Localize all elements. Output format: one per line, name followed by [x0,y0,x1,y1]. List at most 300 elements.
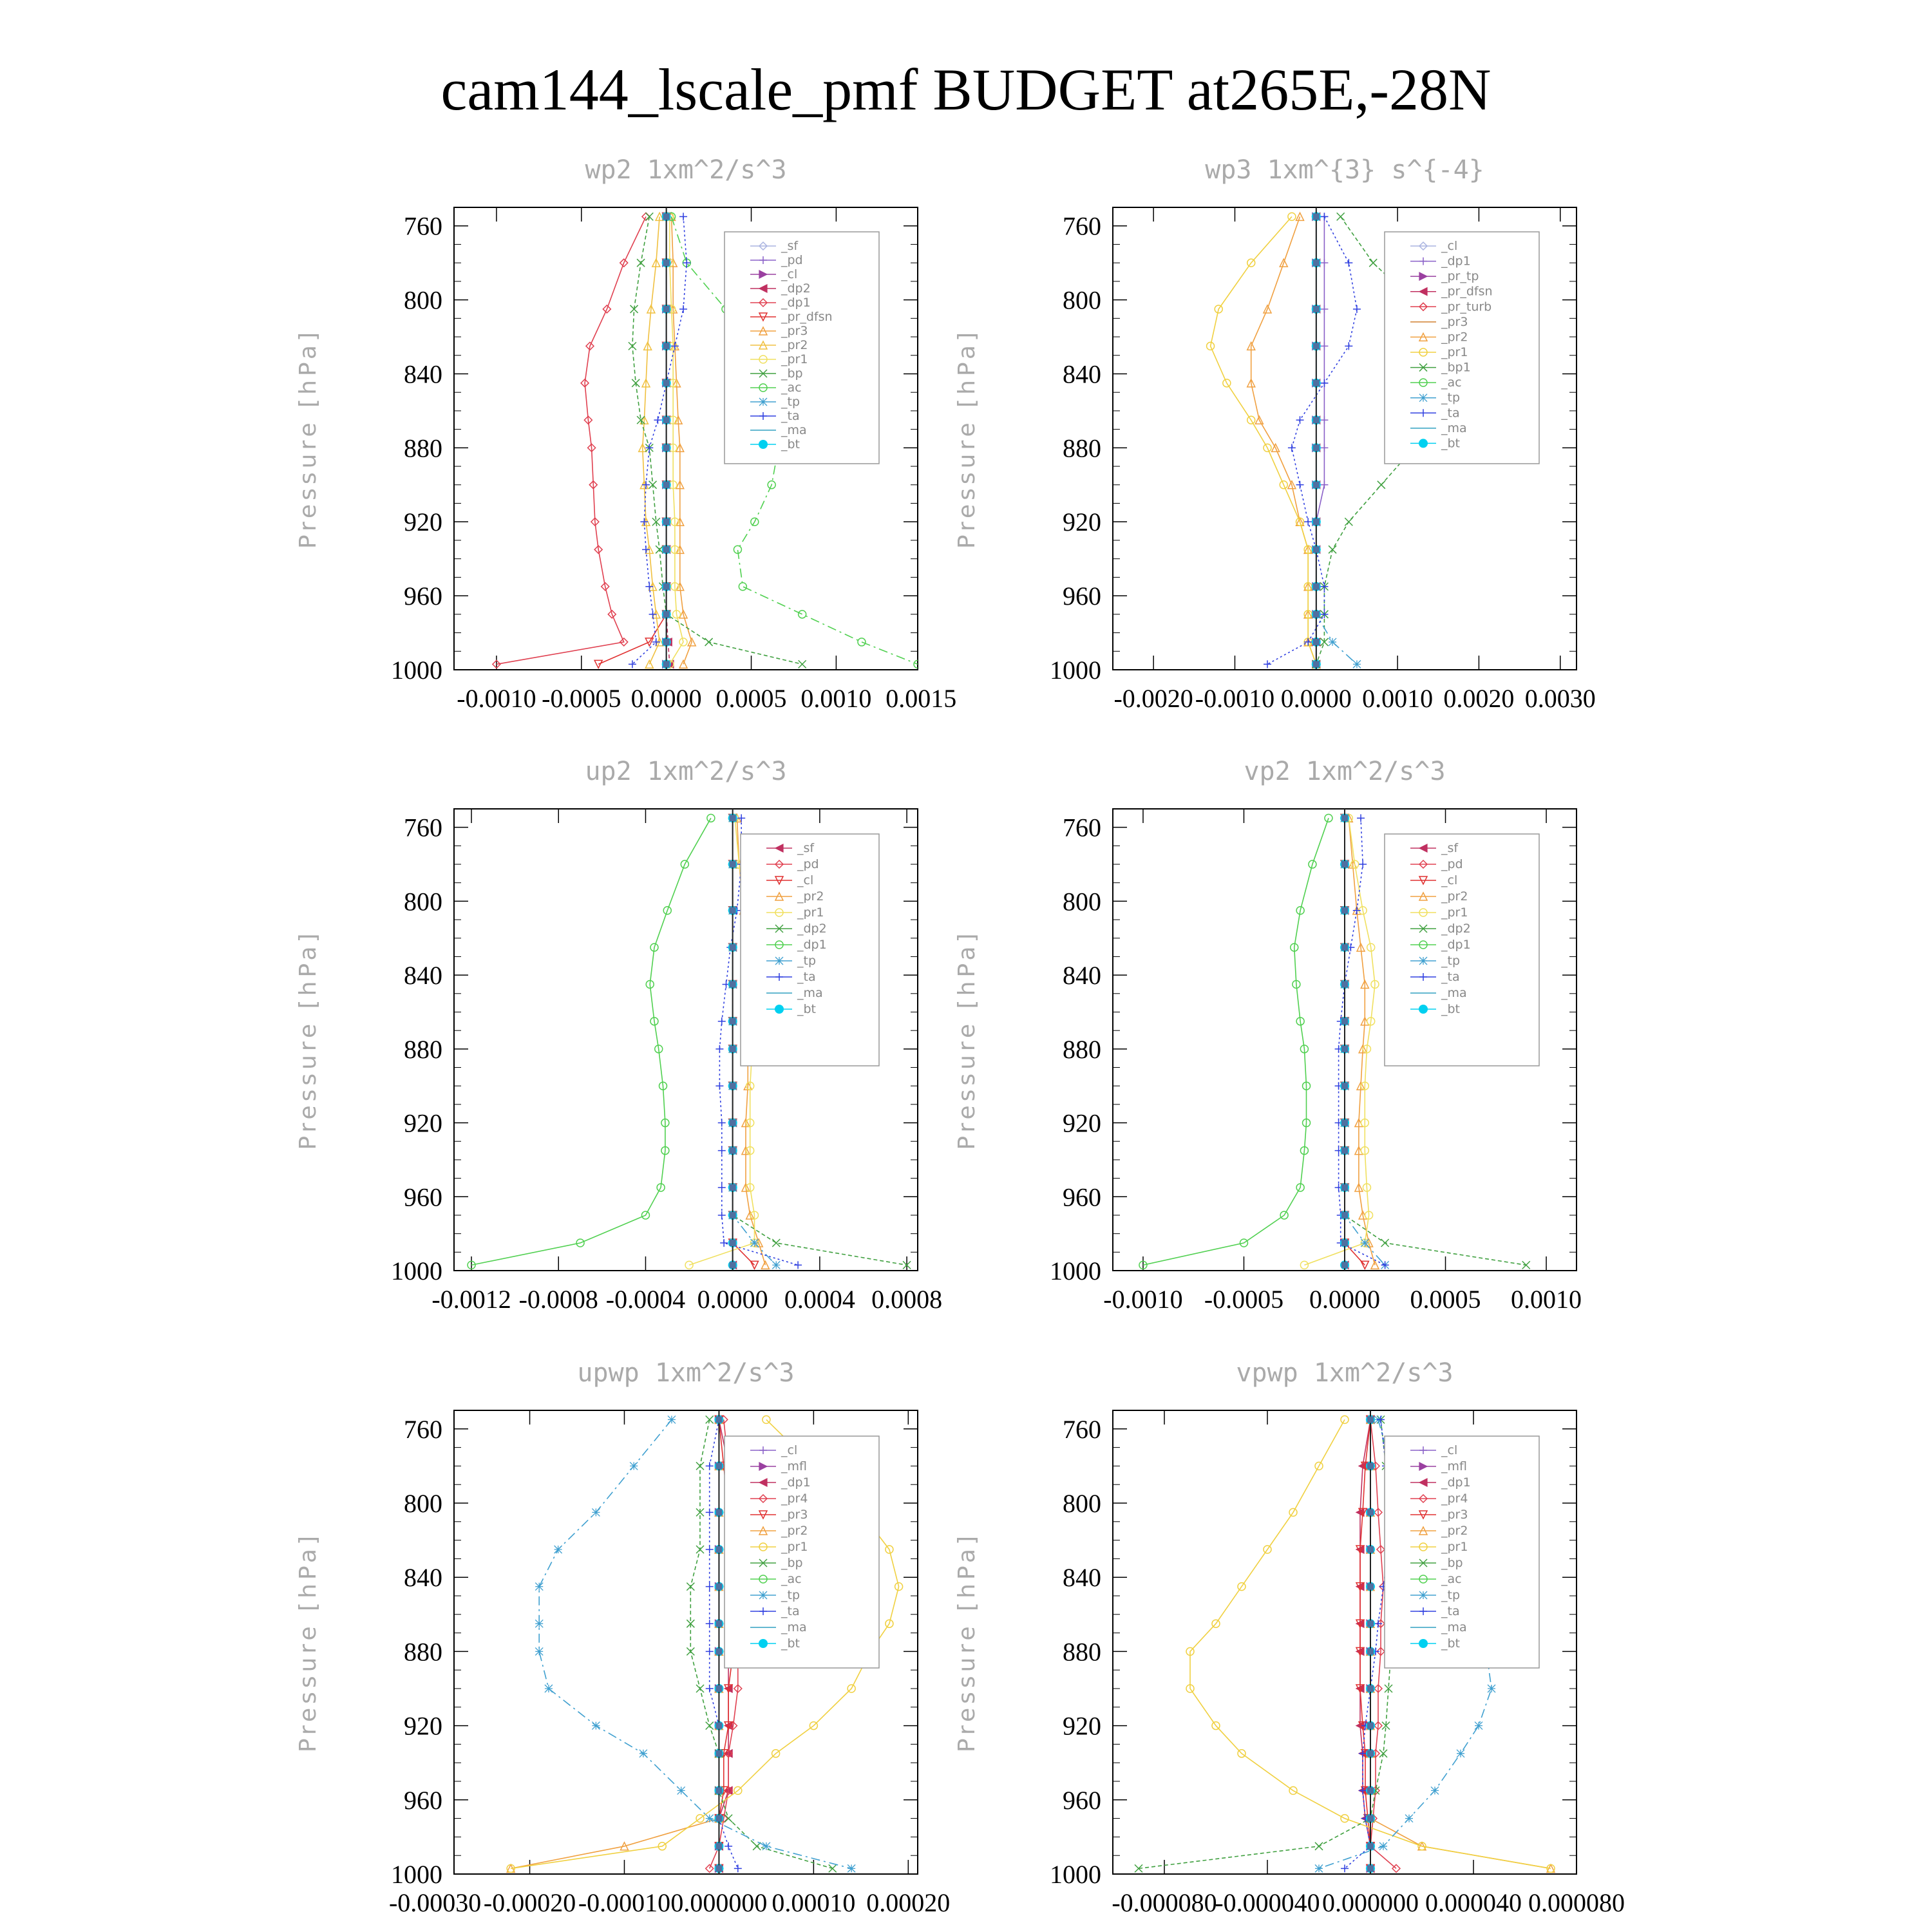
data-point-tp [639,1750,647,1757]
y-tick-label: 840 [1063,961,1101,990]
y-tick-label: 1000 [391,1256,442,1285]
x-tick-label: 0.0005 [715,684,787,713]
y-tick-label: 840 [404,961,442,990]
data-point-dp1 [1320,342,1328,350]
y-tick-label: 800 [404,1489,442,1518]
legend-label: _pr1 [781,1540,808,1554]
x-tick-label: -0.0010 [1103,1285,1183,1314]
data-point-pr1 [762,1416,770,1423]
panel-title: vp2 1xm^2/s^3 [1244,757,1446,786]
data-point-ta [1296,481,1304,489]
data-point-ta [706,1583,714,1591]
x-tick-label: 0.00010 [772,1888,856,1917]
data-point-bp1 [1337,213,1345,220]
x-tick-label: 0.000000 [1322,1888,1419,1917]
legend-label: _dp1 [781,1475,811,1490]
data-point-bt [1367,1648,1374,1654]
panel-title: up2 1xm^2/s^3 [585,757,787,786]
data-point-tp [1379,1842,1387,1850]
legend [741,834,879,1066]
x-tick-label: 0.0010 [800,684,872,713]
x-tick-label: -0.0010 [1195,684,1275,713]
data-point-bt [715,1815,722,1822]
data-point-bt [730,944,736,951]
data-point-ta [706,1685,714,1692]
data-point-bt [1341,861,1348,867]
series-line-tp [1345,818,1385,1265]
data-point-bp [637,259,645,267]
data-point-bt [1341,1240,1348,1246]
legend-label: _dp2 [1441,922,1471,936]
series-line-pr-dfsn [598,216,666,664]
legend-marker [1419,394,1427,402]
data-point-bt [730,861,736,867]
legend-label: _pd [781,253,803,267]
legend-label: _pr1 [1441,905,1468,920]
data-point-bt [1313,213,1320,220]
data-point-bt [730,1018,736,1025]
legend-label: _bt [781,1636,800,1651]
legend-label: _pr4 [781,1492,808,1506]
data-point-bt [1313,482,1320,488]
data-point-bt [663,639,670,645]
y-tick-label: 880 [1063,433,1101,463]
y-axis-label: Pressure [hPa] [954,929,980,1150]
data-point-bt [1313,306,1320,312]
data-point-bt [1313,343,1320,349]
x-tick-label: 0.0000 [630,684,702,713]
data-point-ta [718,1211,726,1219]
y-tick-label: 840 [404,359,442,389]
data-point-bt [1367,1509,1374,1515]
data-point-bt [1341,1120,1348,1126]
chart-panel-3 [295,757,942,1314]
y-tick-label: 960 [1063,582,1101,611]
series-line-dp1 [497,216,646,664]
chart-panel-2 [954,155,1596,713]
data-point-bt [1341,981,1348,987]
data-point-bp [1315,1842,1323,1850]
data-point-ta [734,1864,742,1872]
x-tick-label: 0.0008 [871,1285,943,1314]
legend-label: _bp [781,366,803,381]
data-point-bt [1367,1463,1374,1469]
data-point-bt [1341,815,1348,821]
y-tick-label: 760 [404,211,442,241]
data-point-dp1 [1320,481,1328,489]
legend-label: _pr_dfsn [781,310,833,324]
x-tick-label: -0.00010 [578,1888,671,1917]
data-point-bt [1367,1416,1374,1423]
data-point-bt [663,306,670,312]
data-point-bt [730,907,736,914]
data-point-bt [1367,1723,1374,1729]
y-axis-label: Pressure [hPa] [954,1531,980,1753]
chart-panel-1 [295,155,956,713]
legend-marker [1419,1639,1428,1648]
data-point-pr2 [1296,213,1304,220]
legend-marker [759,398,767,406]
y-tick-label: 1000 [1050,1256,1101,1285]
y-tick-label: 960 [404,1182,442,1212]
data-point-bt [715,1463,722,1469]
y-tick-label: 760 [1063,1414,1101,1444]
data-point-ta [1320,379,1328,387]
data-point-bt [730,1184,736,1191]
series-line-ta [1267,216,1357,664]
data-point-bt [1341,1046,1348,1052]
data-point-ta [706,1508,714,1516]
legend-label: _dp1 [781,296,811,310]
legend-marker [759,440,768,449]
data-point-bt [1313,639,1320,645]
y-tick-label: 800 [1063,887,1101,916]
legend-label: _ma [1441,421,1467,435]
legend-label: _bp [781,1556,803,1570]
data-point-bp [696,1546,704,1553]
y-tick-label: 960 [404,1785,442,1815]
legend-label: _tp [797,954,817,968]
data-point-bt [715,1685,722,1692]
legend-label: _ta [781,1604,800,1618]
data-point-tp [535,1583,543,1591]
data-point-bt [1313,661,1320,667]
legend-label: _dp2 [797,922,827,936]
chart-panel-5 [295,1358,950,1917]
data-point-ta [1320,213,1328,220]
legend-marker [1419,1591,1427,1599]
legend-label: _pr1 [797,905,824,920]
legend-label: _dp1 [797,938,827,952]
legend-label: _pr1 [781,352,808,366]
series-line-pr1 [1211,216,1316,664]
data-point-pr1 [1300,1261,1308,1269]
legend-label: _bt [1441,436,1461,451]
x-tick-label: 0.0020 [1443,684,1515,713]
y-tick-label: 920 [404,507,442,537]
y-tick-label: 840 [1063,1563,1101,1593]
legend-label: _pr4 [1441,1492,1468,1506]
data-point-tp [1457,1750,1464,1757]
data-point-pr1 [685,1261,693,1269]
x-tick-label: -0.0005 [1204,1285,1284,1314]
data-point-bp [687,1647,694,1655]
data-point-bt [1341,1018,1348,1025]
data-point-ta [706,1647,714,1655]
y-tick-label: 880 [404,1034,442,1064]
data-point-bp1 [1378,481,1385,489]
data-point-bt [1313,518,1320,525]
y-tick-label: 920 [1063,1108,1101,1138]
legend-label: _bp1 [1441,360,1471,375]
data-point-bp [724,1815,732,1823]
data-point-bt [1367,1620,1374,1627]
data-point-bt [1313,583,1320,590]
x-tick-label: 0.0010 [1362,684,1434,713]
data-point-ta [1296,416,1304,424]
data-point-ta [715,1082,723,1090]
data-point-bp [706,1722,714,1730]
data-point-tp [677,1786,685,1794]
data-point-tp [554,1546,562,1553]
legend-marker [775,957,783,965]
series-line-pr2 [1251,216,1316,664]
data-point-ta [1341,1864,1349,1872]
legend-label: _pr3 [1441,314,1468,329]
data-point-bp [706,1416,714,1423]
x-tick-label: 0.0005 [1410,1285,1481,1314]
x-tick-label: -0.00030 [388,1888,482,1917]
data-point-bt [1367,1865,1374,1871]
data-point-bt [715,1416,722,1423]
data-point-bt [1313,611,1320,618]
data-point-bt [663,518,670,525]
y-tick-label: 920 [1063,507,1101,537]
data-point-ta [671,342,679,350]
legend-label: _sf [781,239,799,253]
data-point-tp [1353,660,1361,668]
x-tick-label: -0.0010 [457,684,536,713]
data-point-bt [1367,1750,1374,1757]
data-point-bt [715,1648,722,1654]
data-point-bt [1313,260,1320,266]
data-point-tp [772,1261,780,1269]
data-point-bt [715,1865,722,1871]
data-point-bt [1313,444,1320,451]
data-point-bp [705,638,713,646]
data-point-tp [1329,638,1336,646]
y-tick-label: 960 [1063,1785,1101,1815]
series-line-pr2 [643,216,659,664]
legend-marker [1419,439,1428,448]
legend-label: _bt [1441,1002,1461,1016]
data-point-bt [1367,1815,1374,1822]
legend [724,232,879,464]
y-axis-label: Pressure [hPa] [295,929,321,1150]
legend-label: _ma [797,986,823,1000]
legend-label: _pr2 [1441,330,1468,345]
data-point-pr1 [1288,213,1296,220]
data-point-bt [715,1584,722,1590]
panel-title: vpwp 1xm^2/s^3 [1236,1358,1454,1388]
legend-label: _ac [1441,1572,1462,1586]
y-tick-label: 960 [404,582,442,611]
legend-label: _pd [797,857,819,871]
data-point-bp [696,1685,704,1692]
x-tick-label: 0.0010 [1511,1285,1582,1314]
legend-label: _cl [781,267,798,281]
legend-label: _pr2 [797,889,824,904]
series-line-pr2 [1349,818,1375,1265]
x-tick-label: 0.000080 [1528,1888,1625,1917]
y-axis-label: Pressure [hPa] [295,1531,321,1753]
series-line-bp [1139,1419,1396,1868]
series-line-dp1 [1143,818,1329,1265]
data-point-tp [535,1647,543,1655]
legend-label: _pr1 [1441,1540,1468,1554]
panel-title: upwp 1xm^2/s^3 [577,1358,795,1388]
x-tick-label: 0.0030 [1524,684,1596,713]
data-point-tp [630,1462,638,1470]
x-tick-label: 0.0000 [1309,1285,1380,1314]
y-tick-label: 840 [1063,359,1101,389]
data-point-tp [545,1685,553,1692]
data-point-bt [663,343,670,349]
data-point-bt [1313,546,1320,553]
data-point-ta [629,660,636,668]
figure-title: cam144_lscale_pmf BUDGET at265E,-28N [440,57,1492,122]
data-point-ta [715,1045,723,1053]
legend [1385,834,1539,1066]
panel-title: wp3 1xm^{3} s^{-4} [1205,155,1484,185]
data-point-bt [663,661,670,667]
y-tick-label: 760 [404,813,442,842]
y-tick-label: 920 [404,1711,442,1741]
legend-marker [1419,957,1427,965]
data-point-bp [799,660,806,668]
legend-label: _pr_turb [1441,299,1492,314]
data-point-dp1 [1320,259,1328,267]
x-tick-label: -0.0012 [431,1285,511,1314]
data-point-tp [1475,1722,1482,1730]
data-point-bt [715,1546,722,1553]
x-tick-label: -0.0020 [1113,684,1193,713]
x-tick-label: -0.000080 [1112,1888,1217,1917]
data-point-bt [663,380,670,386]
legend-label: _cl [1441,239,1458,253]
data-point-ta [1288,444,1296,451]
data-point-tp [1431,1786,1439,1794]
legend-label: _cl [797,873,814,887]
data-point-ta [1357,814,1365,822]
legend-label: _pr_tp [1441,269,1479,284]
legend-label: _pr2 [1441,889,1468,904]
data-point-bt [663,260,670,266]
legend-marker [759,1591,767,1599]
data-point-tp [750,1239,758,1247]
data-point-bp1 [1345,518,1352,526]
data-point-ac [799,611,806,618]
y-axis-label: Pressure [hPa] [954,328,980,549]
series-line-dp1 [1360,1419,1370,1868]
x-tick-label: 0.0015 [886,684,957,713]
data-point-bt [715,1509,722,1515]
data-point-ta [1304,518,1312,526]
data-point-bt [715,1750,722,1757]
y-tick-label: 880 [1063,1034,1101,1064]
legend-label: _bp [1441,1556,1463,1570]
data-point-ta [737,814,745,822]
data-point-ta [1359,860,1367,868]
data-point-bt [715,1787,722,1794]
legend-label: _bt [1441,1636,1461,1651]
legend-marker [759,1639,768,1648]
legend-label: _ac [781,381,802,395]
data-point-bp1 [1329,545,1336,553]
data-point-dp1 [1320,444,1328,451]
legend-label: _ac [781,1572,802,1586]
data-point-bt [663,482,670,488]
legend-label: _pr_dfsn [1441,284,1493,299]
series-line-ta [1345,1419,1391,1868]
data-point-ta [706,1620,714,1627]
legend-label: _tp [1441,390,1461,405]
legend-label: _pd [1441,857,1463,871]
legend-label: _dp1 [1441,254,1471,269]
legend-label: _mfl [1441,1459,1467,1473]
data-point-tp [592,1722,600,1730]
data-point-bp1 [1369,259,1377,267]
legend-label: _sf [797,841,815,855]
data-point-ta [1353,305,1361,313]
data-point-ac [858,638,866,646]
data-point-bt [1341,1184,1348,1191]
x-tick-label: -0.00020 [483,1888,576,1917]
data-point-tp [1361,1239,1368,1247]
legend-label: _ma [1441,1620,1467,1634]
data-point-dp1 [1320,416,1328,424]
data-point-bt [730,1120,736,1126]
x-tick-label: -0.0008 [518,1285,598,1314]
legend [1385,1436,1539,1668]
data-point-ta [679,213,687,220]
data-point-tp [762,1842,770,1850]
y-tick-label: 800 [404,285,442,315]
legend-label: _dp2 [781,281,811,296]
data-point-bt [1341,907,1348,914]
data-point-bt [1341,1148,1348,1154]
x-tick-label: 0.000040 [1425,1888,1522,1917]
data-point-bt [730,1240,736,1246]
data-point-tp [592,1508,600,1516]
data-point-bt [715,1723,722,1729]
y-tick-label: 840 [404,1563,442,1593]
data-point-pr-dfsn [594,660,602,668]
series-line-tp [1316,216,1357,664]
data-point-bt [1313,417,1320,423]
legend [1385,232,1539,464]
data-point-bt [1367,1843,1374,1850]
data-point-tp [706,1815,714,1823]
legend-label: _pr2 [781,1524,808,1538]
legend-label: _pr1 [1441,345,1468,359]
legend-label: _pr2 [1441,1524,1468,1538]
legend-label: _cl [781,1443,798,1457]
legend-label: _ma [1441,986,1467,1000]
y-tick-label: 1000 [391,656,442,685]
y-axis-label: Pressure [hPa] [295,328,321,549]
data-point-bp [829,1864,837,1872]
legend-label: _ac [1441,375,1462,390]
data-point-bt [1341,1262,1348,1268]
x-tick-label: -0.0004 [605,1285,686,1314]
data-point-ta [1345,259,1352,267]
data-point-dp1 [1320,305,1328,313]
data-point-bt [1313,380,1320,386]
y-tick-label: 1000 [391,1860,442,1889]
legend-label: _ma [781,423,807,437]
data-point-ta [724,1842,732,1850]
legend-label: _pr3 [781,1508,808,1522]
legend-label: _ta [797,970,816,984]
data-point-bt [730,1262,736,1268]
data-point-tp [848,1864,855,1872]
data-point-bt [1367,1685,1374,1692]
legend-label: _mfl [781,1459,807,1473]
legend-label: _cl [1441,1443,1458,1457]
data-point-tp [535,1620,543,1627]
data-point-bt [1341,944,1348,951]
